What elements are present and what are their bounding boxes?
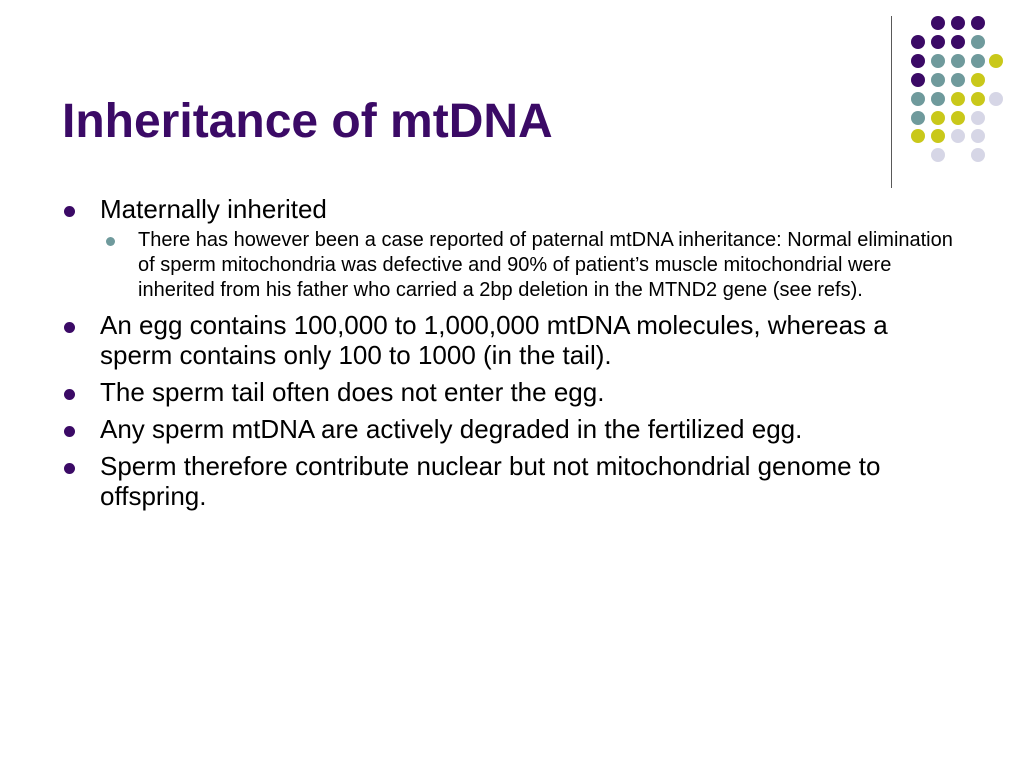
decorative-dot: [971, 35, 985, 49]
decorative-dot: [911, 73, 925, 87]
decorative-dot: [951, 92, 965, 106]
decorative-dot: [951, 73, 965, 87]
decorative-dot: [911, 129, 925, 143]
decorative-dot: [951, 35, 965, 49]
decorative-dot: [931, 148, 945, 162]
decorative-dot: [931, 73, 945, 87]
decorative-dot: [911, 35, 925, 49]
bullet-item: [62, 194, 962, 303]
bullet-item: [62, 377, 962, 407]
decorative-dot: [971, 92, 985, 106]
decorative-dot: [951, 129, 965, 143]
decorative-dot: [951, 111, 965, 125]
decorative-dot: [951, 54, 965, 68]
decorative-dot: [931, 92, 945, 106]
decorative-dot: [931, 35, 945, 49]
sub-bullet-list: [100, 228, 962, 303]
sub-bullet-item: [100, 228, 962, 303]
bullet-item: [62, 414, 962, 444]
bullet-text: Any sperm mtDNA are actively degraded in the fertilized egg.: [100, 414, 803, 444]
decorative-dot: [971, 73, 985, 87]
bullet-text: The sperm tail often does not enter the egg.: [100, 377, 605, 407]
decorative-dot: [971, 16, 985, 30]
decorative-dot: [911, 54, 925, 68]
decorative-dot: [971, 148, 985, 162]
bullet-text: Maternally inherited: [100, 194, 327, 224]
decorative-dot: [971, 111, 985, 125]
decorative-dot: [931, 54, 945, 68]
decorative-dot: [951, 16, 965, 30]
bullet-text: An egg contains 100,000 to 1,000,000 mtDNA molecules, whereas a sperm contains only 100 to 1000 (in the tail).: [100, 310, 888, 370]
decorative-dot: [931, 111, 945, 125]
decorative-dot: [911, 111, 925, 125]
bullet-item: [62, 451, 962, 511]
bullet-text: Sperm therefore contribute nuclear but not mitochondrial genome to offspring.: [100, 451, 881, 511]
decorative-dot: [931, 129, 945, 143]
decorative-dot: [971, 54, 985, 68]
bullet-icon: [64, 322, 75, 333]
bullet-list: [62, 194, 962, 518]
bullet-item: [62, 310, 962, 370]
decorative-dot: [931, 16, 945, 30]
sub-bullet-text: There has however been a case reported of paternal mtDNA inheritance: Normal elimination of sperm mitochondria was defective and 90% of patient’s muscle mitochondrial were inherited from his father who carried a 2bp deletion in the MTND2 gene (see refs).: [138, 229, 953, 301]
bullet-icon: [64, 426, 75, 437]
sub-bullet-icon: [106, 237, 115, 246]
decorative-dot: [989, 54, 1003, 68]
bullet-icon: [64, 389, 75, 400]
bullet-icon: [64, 206, 75, 217]
decorative-dot: [989, 92, 1003, 106]
divider-line: [891, 16, 892, 188]
slide-title: Inheritance of mtDNA: [62, 95, 553, 148]
decorative-dot: [971, 129, 985, 143]
decorative-dot: [911, 92, 925, 106]
bullet-icon: [64, 463, 75, 474]
